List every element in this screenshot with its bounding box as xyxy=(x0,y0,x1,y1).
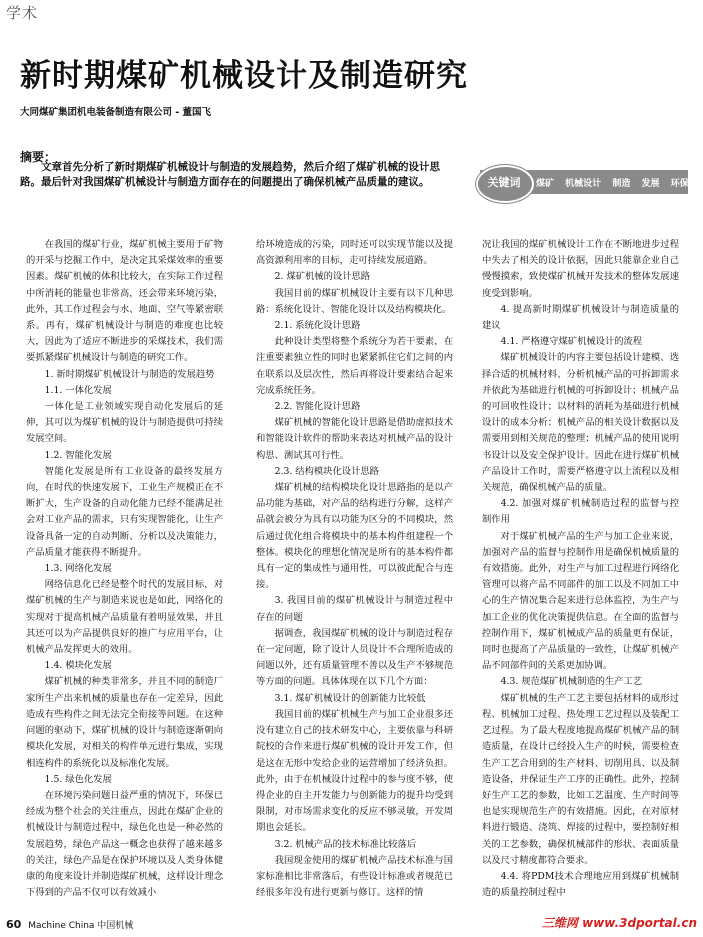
keywords-list xyxy=(536,176,697,189)
body-paragraph: 1.5. 绿色化发展 xyxy=(44,773,112,785)
keyword: 煤矿 xyxy=(536,179,555,189)
body-paragraph: 我国目前的煤矿机械生产与加工企业很多还没有建立自己的技术研发中心，主要依靠与科研院校的合作来进行煤矿机械的设计开发工作，但是这在无形中发给企业的运营增加了经济负担。此外，由于在机械设计过程中的参与度不够，使得企业的自主开发能力与创新能力的提升均受到限制，对市场需求变化的反应不够灵敏，开发周期也会延长。 xyxy=(256,708,453,834)
body-paragraph: 煤矿机械的智能化设计思路是借助虚拟技术和智能设计软件的帮助来表达对机械产品的设计构思、测试其可行性。 xyxy=(256,417,453,461)
body-column-2 xyxy=(256,237,453,901)
body-paragraph: 2. 煤矿机械的设计思路 xyxy=(274,271,371,283)
site-watermark: 三维网 www.3dportal.cn xyxy=(541,916,697,930)
body-paragraph: 给环境造成的污染，同时还可以实现节能以及提高资源利用率的目标，走可持续发展道路。 xyxy=(256,239,453,267)
body-paragraph: 我国目前的煤矿机械设计主要有以下几种思路：系统化设计、智能化设计以及结构模块化。 xyxy=(256,287,453,315)
body-paragraph: 煤矿机械设计的内容主要包括设计建模、选择合适的机械材料、分析机械产品的可拆卸需求并依此为基础进行机械的可拆卸设计；机械产品的可回收性设计；以材料的消耗为基础进行机械设计的成本分析；机械产品的相关设计数据以及需要用到相关规范的整理；机械产品的使用说明书设计以及安全保护设计。因此在进行煤矿机械产品设计工作时，需要严格遵守以上流程以及相关规范，确保机械产品的质量。 xyxy=(482,352,679,494)
body-paragraph: 网络信息化已经是整个时代的发展目标，对煤矿机械的生产与制造来说也是如此，网络化的实现对于提高机械产品质量有着明显效果，并且其还可以为产品提供良好的推广与应用平台，让机械产品发挥更大的效用。 xyxy=(26,579,223,656)
keyword: 发展 xyxy=(641,179,660,189)
body-paragraph: 煤矿机械的种类非常多，并且不同的制造厂家所生产出来机械的质量也存在一定差异，因此造成有些构件之间无法完全衔接等问题。在这种问题的驱动下，煤矿机械的设计与制造逐渐朝向模块化发展，对相关的构件单元进行集成，实现相连构件的系统化以及标准化发展。 xyxy=(26,676,223,769)
body-paragraph: 我国现金使用的煤矿机械产品技术标准与国家标准相比非常落后，有些设计标准或者规范已经很多年没有进行更新与修订。这样的情 xyxy=(256,854,453,899)
body-paragraph: 一体化是工业领域实现自动化发展后的延伸，其可以为煤矿机械的设计与制造提供可持续发展空间。 xyxy=(26,401,223,445)
page-footer xyxy=(6,918,133,931)
body-paragraph: 2.3. 结构模块化设计思路 xyxy=(274,465,379,477)
body-paragraph: 智能化发展是所有工业设备的最终发展方向，在时代的快速发展下，工业生产规模正在不断扩大，生产设备的自动化能力已经不能满足社会对工业产品的需求，只有实现智能化，让生产设备具备一定的自动判断、分析以及决策能力，产品质量才能获得不断提升。 xyxy=(26,465,223,558)
page-number: 60 xyxy=(6,918,22,931)
section-tag: 学术 xyxy=(6,4,39,22)
body-column-3 xyxy=(482,237,679,901)
body-paragraph: 4.2. 加强对煤矿机械制造过程的监督与控制作用 xyxy=(482,498,679,526)
body-paragraph: 此种设计类型将整个系统分为若干要素，在注重要素独立性的同时也紧紧抓住它们之间的内在联系以及层次性，然后再将设计要素结合起来完成系统任务。 xyxy=(256,336,453,396)
keyword: 机械设计 xyxy=(565,179,602,189)
body-paragraph: 况让我国的煤矿机械设计工作在不断地进步过程中失去了相关的设计依据，因此只能靠企业自己慢慢摸索，致使煤矿机械开发技术的整体发展速度受到影响。 xyxy=(482,239,679,299)
body-paragraph: 煤矿机械的结构模块化设计思路指的是以产品功能为基础，对产品的结构进行分解，这样产品就会被分为具有以功能为区分的不同模块，然后通过优化组合将模块中的基本构件组建程一个整体。模块化的理想化情况是所有的基本构件都具有一定的集成性与通用性，可以彼此配合与连接。 xyxy=(256,482,453,591)
body-paragraph: 在我国的煤矿行业，煤矿机械主要用于矿物的开采与挖掘工作中，是决定其采煤效率的重要因素。煤矿机械的体积比较大，在实际工作过程中所消耗的能量也非常高，还会带来环境污染，此外，其工作过程会与水、地面、空气等紧密联系。再有，煤矿机械设计与制造的难度也比较大，因此为了适应不断进步的采煤技术，我们需要抓紧煤矿机械设计与制造的研究工作。 xyxy=(26,239,223,364)
body-paragraph: 煤矿机械的生产工艺主要包括材料的成形过程、机械加工过程、热处理工艺过程以及装配工艺过程。为了最大程度地提高煤矿机械产品的制造质量，在设计已经投入生产的时候，需要检查生产工艺合用到的生产材料、切削用具、以及制造设备，并保证生产工序的正确性。此外，控制好生产工艺的参数，比如工艺温度、生产时间等也是实现规范生产的有效措施。因此，在对原材料进行锻造、浇筑、焊接的过程中，要控制好相关的工艺参数，确保机械部件的形状、表面质量以及尺寸精度都符合要求。 xyxy=(482,692,679,866)
body-paragraph: 1.2. 智能化发展 xyxy=(44,449,112,461)
abstract-text: 文章首先分析了新时期煤矿机械设计与制造的发展趋势，然后介绍了煤矿机械的设计思路。最后针对我国煤矿机械设计与制造方面存在的问题提出了确保机械产品质量的建议。 xyxy=(20,161,440,188)
body-paragraph: 据调查，我国煤矿机械的设计与制造过程存在一定问题，除了设计人员设计不合理所造成的问题以外，还有质量管理不善以及生产不够规范等方面的问题。具体体现在以下几个方面： xyxy=(256,627,453,688)
body-paragraph: 1.1. 一体化发展 xyxy=(44,384,112,396)
body-paragraph: 4. 提高新时期煤矿机械设计与制造质量的建议 xyxy=(482,303,679,332)
body-paragraph: 4.4. 将PDM技术合理地应用到煤矿机械制造的质量控制过程中 xyxy=(482,870,679,899)
abstract-label: 摘要： xyxy=(20,150,57,164)
body-paragraph: 3.1. 煤矿机械设计的创新能力比较低 xyxy=(274,692,426,704)
body-paragraph: 3.2. 机械产品的技术标准比较落后 xyxy=(274,838,417,850)
article-author: 大同煤矿集团机电装备制造有限公司 - 董国飞 xyxy=(20,107,212,118)
keyword: 环保 xyxy=(670,179,689,189)
body-paragraph: 1.4. 模块化发展 xyxy=(44,660,112,672)
body-paragraph: 1. 新时期煤矿机械设计与制造的发展趋势 xyxy=(44,368,215,380)
article-title: 新时期煤矿机械设计及制造研究 xyxy=(20,58,468,94)
body-paragraph: 3. 我国目前的煤矿机械设计与制造过程中存在的问题 xyxy=(256,595,453,623)
body-paragraph: 2.1. 系统化设计思路 xyxy=(274,320,361,332)
body-column-1 xyxy=(26,237,223,901)
body-paragraph: 4.3. 规范煤矿机械制造的生产工艺 xyxy=(500,676,643,688)
journal-name: Machine China 中国机械 xyxy=(28,921,134,931)
body-paragraph: 对于煤矿机械产品的生产与加工企业来说，加强对产品的监督与控制作用是确保机械质量的有效措施。此外，对生产与加工过程进行网络化管理可以将产品不同部件的加工以及不同加工中心的生产情况集合起来进行总体监控，为生产与加工企业的优化决策提供信息。在全面的监督与控制作用下，煤矿机械成产品的质量更有保证，同时也提高了产品质量的一致性，让煤矿机械产品不同部件间的关系更加协调。 xyxy=(482,530,679,672)
body-paragraph: 在环境污染问题日益严重的情况下，环保已经成为整个社会的关注重点，因此在煤矿企业的机械设计与制造过程中，绿色化也是一种必然的发展趋势，绿色产品这一概念也获得了越来越多的关注，绿色产品是在保护环境以及人类身体健康的角度来设计并制造煤矿机械，这样设计理念下得到的产品不仅可以有效减小 xyxy=(26,789,223,899)
body-paragraph: 4.1. 严格遵守煤矿机械设计的流程 xyxy=(500,336,643,348)
keywords-label: 关键词 xyxy=(487,176,521,189)
body-paragraph: 1.3. 网络化发展 xyxy=(44,563,112,575)
keyword: 制造 xyxy=(612,179,631,189)
body-paragraph: 2.2. 智能化设计思路 xyxy=(274,401,361,413)
